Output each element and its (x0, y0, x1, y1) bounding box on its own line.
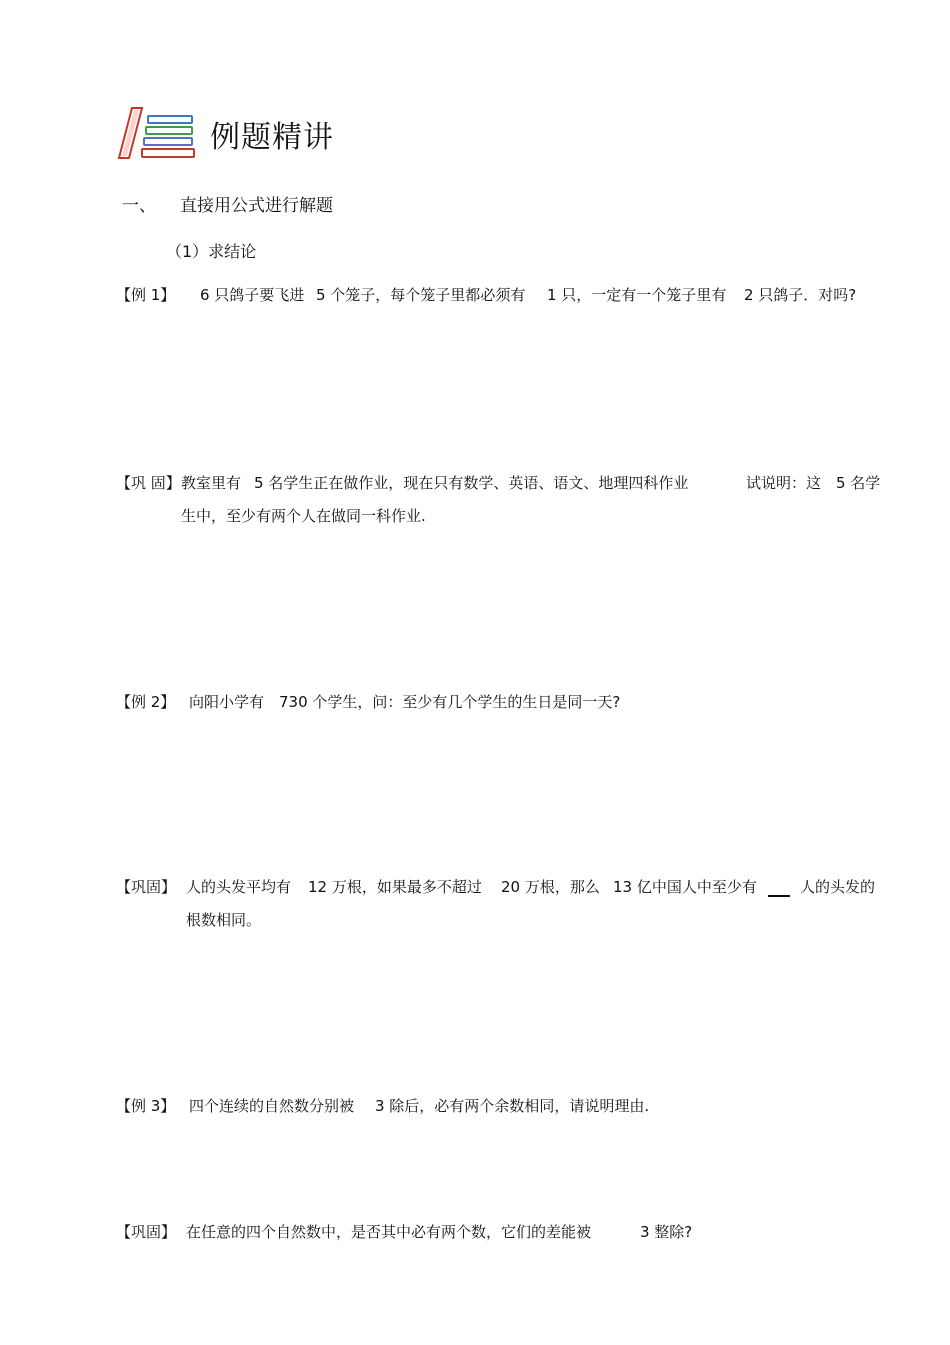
consolidation-text: 在任意的四个自然数中，是否其中必有两个数，它们的差能被 (186, 1223, 592, 1241)
section-title: 直接用公式进行解题 (180, 196, 333, 216)
consolidation-text: 人的头发平均有 (186, 878, 292, 896)
consolidation-text: 3 整除? (640, 1223, 693, 1241)
page-title: 例题精讲 (210, 120, 334, 155)
consolidation-text: 试说明：这 (746, 474, 822, 492)
consolidation-text: 根数相同。 (186, 911, 262, 929)
example-text: 1 只，一定有一个笼子里有 (547, 286, 727, 304)
example-text: 2 只鸽子．对吗? (744, 286, 857, 304)
consolidation-text: 13 亿中国人中至少有 (613, 878, 757, 896)
consolidation-text: 生中，至少有两个人在做同一科作业. (181, 507, 426, 525)
example-tag: 【例 2】 (116, 693, 176, 711)
example-text: 向阳小学有 (189, 693, 265, 711)
answer-blank (768, 881, 790, 897)
books-stack-icon (116, 104, 198, 160)
example-tag: 【例 3】 (116, 1097, 176, 1115)
consolidation-tag: 【巩固】 (116, 1223, 177, 1241)
consolidation-text: 人的头发的 (800, 878, 876, 896)
section-number: 一、 (122, 196, 156, 216)
consolidation-text: 教室里有 (181, 474, 242, 492)
consolidation-text: 5 名学 (836, 474, 881, 492)
consolidation-text: 20 万根，那么 (501, 878, 600, 896)
example-text: 3 除后，必有两个余数相同，请说明理由. (375, 1097, 650, 1115)
subsection-title: （1）求结论 (166, 242, 257, 261)
example-text: 5 个笼子，每个笼子里都必须有 (316, 286, 526, 304)
example-text: 四个连续的自然数分别被 (189, 1097, 355, 1115)
example-tag: 【例 1】 (116, 286, 176, 304)
example-text: 6 只鸽子要飞进 (200, 286, 305, 304)
consolidation-tag: 【巩 固】 (116, 474, 181, 492)
consolidation-text: 5 名学生正在做作业，现在只有数学、英语、语文、地理四科作业 (254, 474, 689, 492)
example-text: 730 个学生，问：至少有几个学生的生日是同一天? (279, 693, 621, 711)
consolidation-text: 12 万根，如果最多不超过 (308, 878, 482, 896)
consolidation-tag: 【巩固】 (116, 878, 177, 896)
